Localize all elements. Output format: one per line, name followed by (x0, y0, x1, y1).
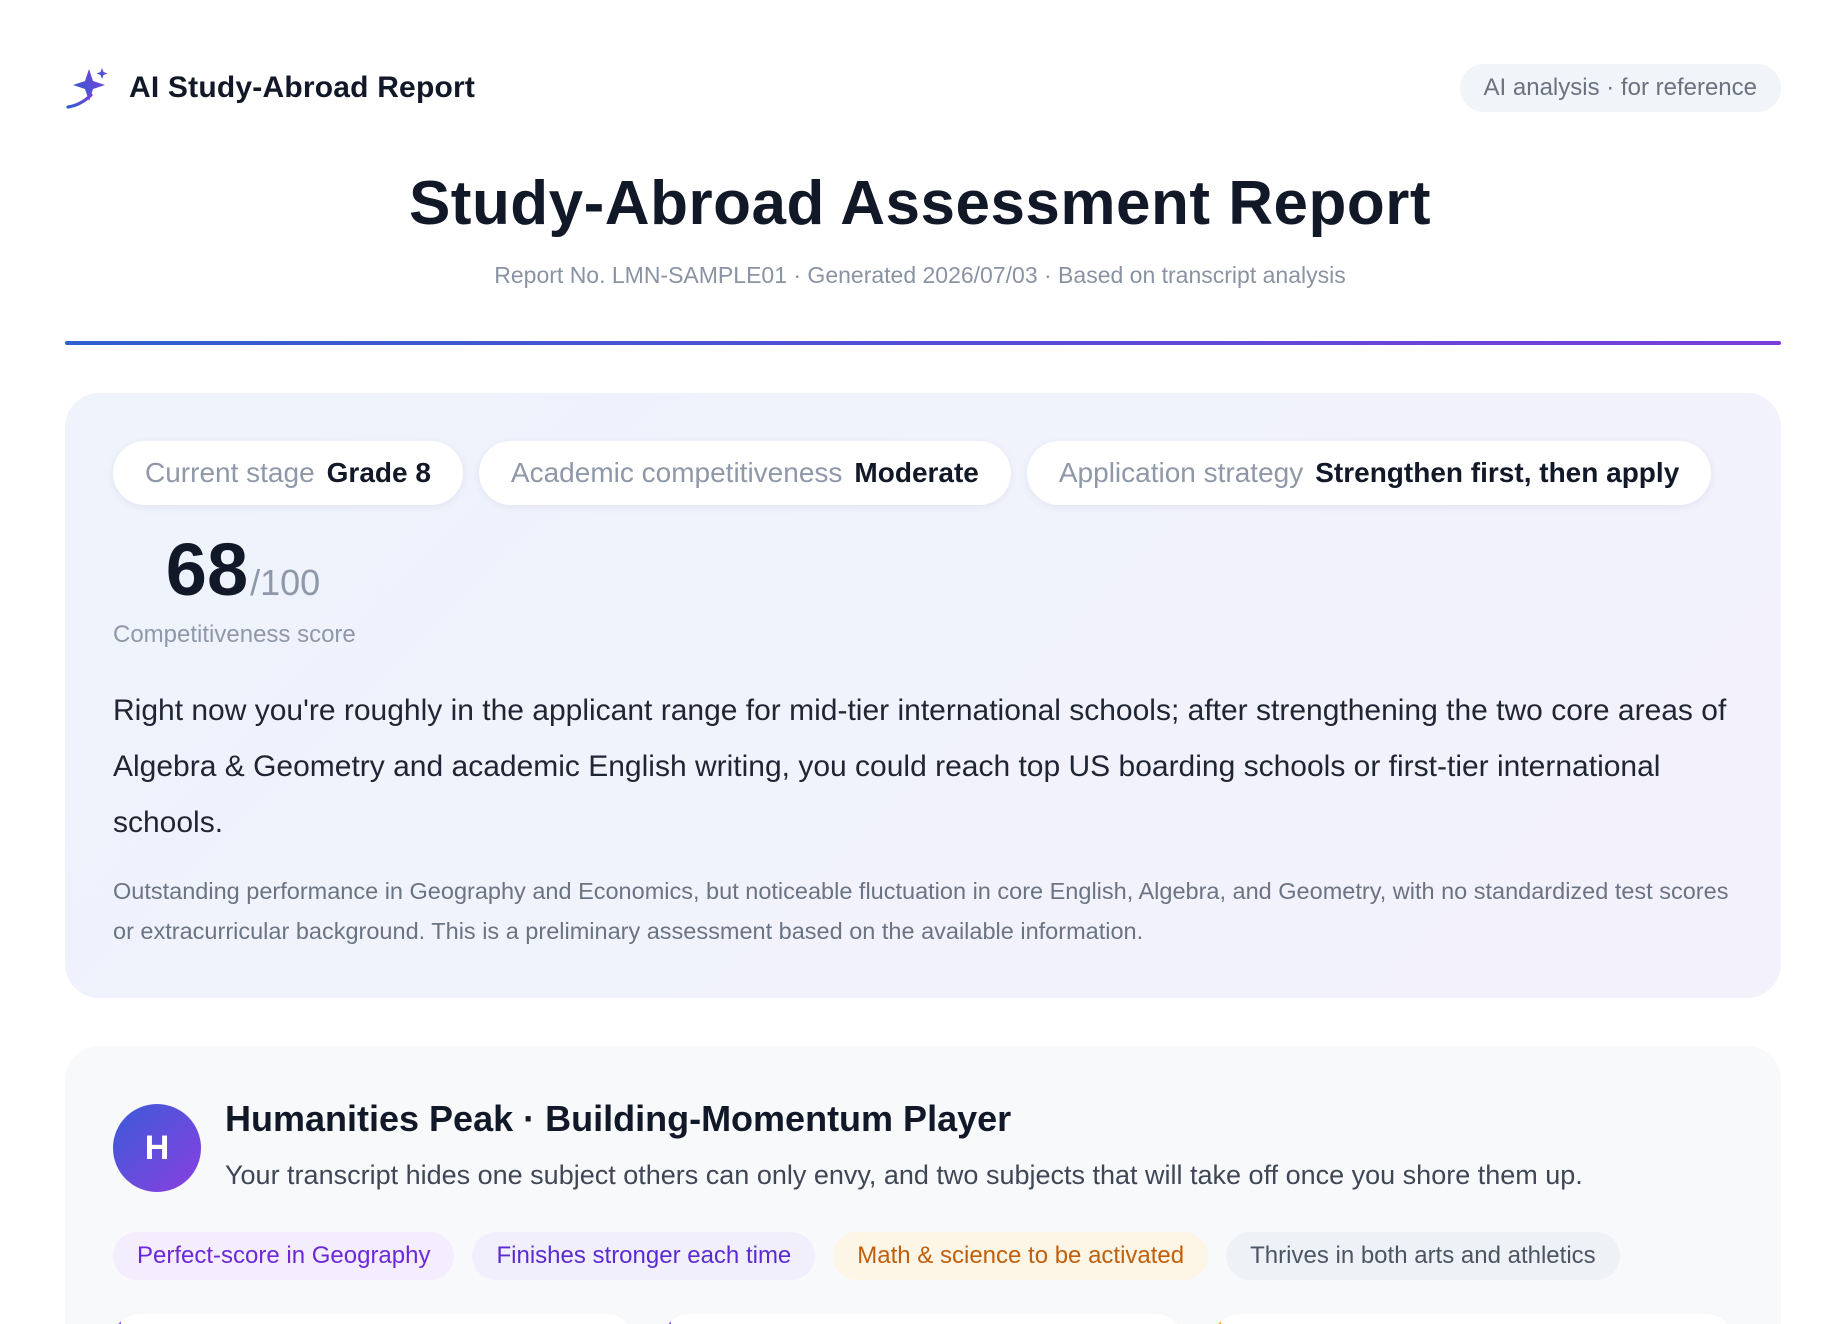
tag: Thrives in both arts and athletics (1226, 1232, 1620, 1280)
avatar: H (113, 1104, 201, 1192)
page-title: Study-Abroad Assessment Report (408, 169, 1432, 238)
subcard-accent (113, 1314, 121, 1324)
tag: Finishes stronger each time (472, 1232, 815, 1280)
persona-subcards (113, 1314, 1733, 1324)
chip-value: Moderate (854, 457, 979, 488)
persona-card (65, 1046, 1781, 1324)
chip-value: Strengthen first, then apply (1315, 457, 1680, 488)
persona-tags (113, 1232, 1620, 1280)
persona-subtitle: Your transcript hides one subject others can only envy, and two subjects that will take off once you shore them up. (225, 1160, 1583, 1190)
sparkle-icon (65, 65, 111, 111)
summary-card (65, 393, 1781, 998)
tag: Perfect-score in Geography (113, 1232, 454, 1280)
chip-value: Grade 8 (326, 457, 431, 488)
app-title: AI Study-Abroad Report (129, 71, 476, 104)
subcard-accent (1213, 1314, 1221, 1324)
subcard-accent (663, 1314, 671, 1324)
header-divider (65, 341, 1781, 345)
subcard (663, 1314, 1183, 1324)
persona-title: Humanities Peak · Building-Momentum Player (225, 1098, 1012, 1139)
chip-label: Academic competitiveness (510, 457, 843, 488)
competitiveness-score (113, 528, 373, 649)
chip-academic-competitiveness (479, 441, 1011, 505)
report-meta: Report No. LMN-SAMPLE01 · Generated 2026/07/03 · Based on transcript analysis (494, 262, 1346, 288)
summary-chips (113, 441, 1711, 505)
top-bar (65, 62, 1781, 114)
subcard (113, 1314, 633, 1324)
chip-application-strategy (1027, 441, 1711, 505)
chip-current-stage (113, 441, 463, 505)
score-max: /100 (250, 562, 321, 603)
tag: Math & science to be activated (833, 1232, 1208, 1280)
chip-label: Current stage (145, 457, 315, 488)
disclaimer-badge: AI analysis · for reference (1460, 64, 1781, 112)
verdict-text: Right now you're roughly in the applicant range for mid-tier international schools; after strengthening the two core areas of Algebra & Geometry and academic English writing, you could reach top US boarding schools or first-tier international schools. (113, 694, 1727, 839)
chip-label: Application strategy (1058, 457, 1304, 488)
verdict-note: Outstanding performance in Geography and Economics, but noticeable fluctuation in core English, Algebra, and Geometry, with no standardized test scores or extracurricular background. This is a preliminary assessment based on the available information. (113, 878, 1729, 944)
subcard (1213, 1314, 1733, 1324)
score-label: Competitiveness score (113, 621, 356, 648)
brand (65, 65, 475, 111)
score-line (113, 528, 373, 611)
score-value: 68 (165, 528, 249, 611)
